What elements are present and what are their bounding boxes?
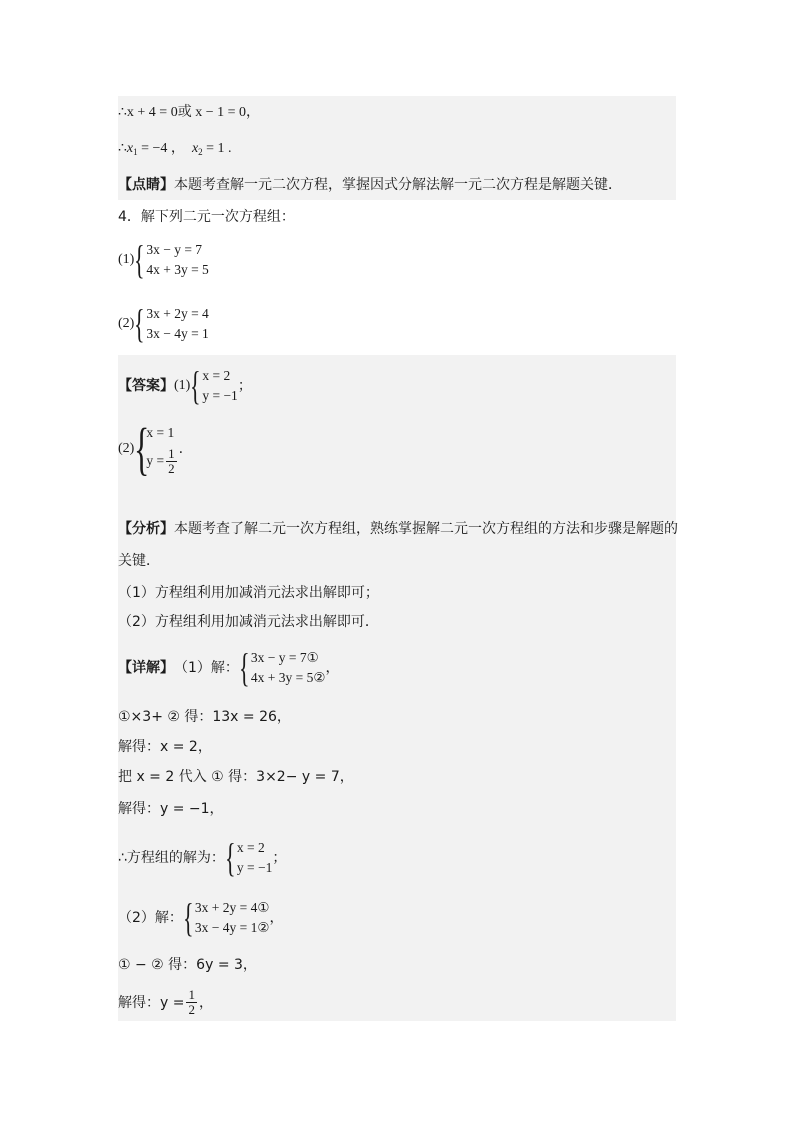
xj2-step-2: 解得：y = $\frac{1}{2}$ ， — [118, 987, 213, 1017]
xiangjie-tag: 【详解】 — [118, 660, 174, 676]
left-brace: { — [134, 237, 145, 282]
fraction: $\frac{1}{2}$ — [188, 987, 195, 1017]
xj1-step-3: 把 x = 2 代入 ① 得：3×2− y = 7， — [118, 769, 354, 785]
answer-line-2: (2) { x = 1 y = $\frac{1}{2}$ . — [118, 416, 184, 481]
fenxi-item-2: （2）方程组利用加减消元法求出解即可． — [118, 614, 379, 630]
xiangjie-part-2: （2）解： { 3x + 2y = 4① 3x − 4y = 1② ， — [118, 895, 284, 940]
answer-tag: 【答案】 — [118, 378, 174, 394]
xj1-step-1: ①×3+ ② 得：13x = 26， — [118, 709, 291, 725]
answer-line-1: 【答案】 (1) { x = 2 y = −1 ； — [118, 363, 252, 408]
question-4-title: 4．解下列二元一次方程组： — [118, 209, 295, 225]
question-4-part-1: (1) { 3x − y = 7 4x + 3y = 5 — [118, 237, 209, 282]
fenxi-item-1: （1）方程组利用加减消元法求出解即可； — [118, 585, 379, 601]
left-brace: { — [224, 835, 236, 880]
left-brace: { — [182, 895, 194, 940]
xj1-step-5: ∴方程组的解为： { x = 2 y = −1 ； — [118, 835, 287, 880]
top-step-1: ∴x + 4 = 0或 x − 1 = 0， — [118, 105, 260, 120]
left-brace: { — [190, 363, 201, 408]
question-4-part-2: (2) { 3x + 2y = 4 3x − 4y = 1 — [118, 301, 209, 346]
dianjing-text: 本题考查解一元二次方程，掌握因式分解法解一元二次方程是解题关键． — [174, 177, 622, 193]
left-brace: { — [134, 416, 150, 481]
dianjing-line — [118, 176, 622, 194]
top-step-2: $\therefore x_1 = -4$ ， $x_2 = 1$ . — [118, 141, 232, 157]
dianjing-tag: 【点睛】 — [118, 177, 174, 193]
left-brace: { — [238, 645, 250, 690]
fraction: $\frac{1}{2}$ — [168, 445, 175, 476]
xj2-step-1: ① − ② 得：6y = 3， — [118, 957, 257, 973]
fenxi-line-2: 关键． — [118, 553, 160, 569]
xj1-step-2: 解得：x = 2， — [118, 739, 212, 755]
fenxi-line-1: 【分析】本题考查了解二元一次方程组，熟练掌握解二元一次方程组的方法和步骤是解题的 — [118, 521, 678, 537]
fenxi-tag: 【分析】 — [118, 521, 174, 537]
left-brace: { — [134, 301, 145, 346]
xj1-step-4: 解得：y = −1， — [118, 801, 224, 817]
xiangjie-part-1: 【详解】 （1）解： { 3x − y = 7① 4x + 3y = 5② ， — [118, 645, 340, 690]
